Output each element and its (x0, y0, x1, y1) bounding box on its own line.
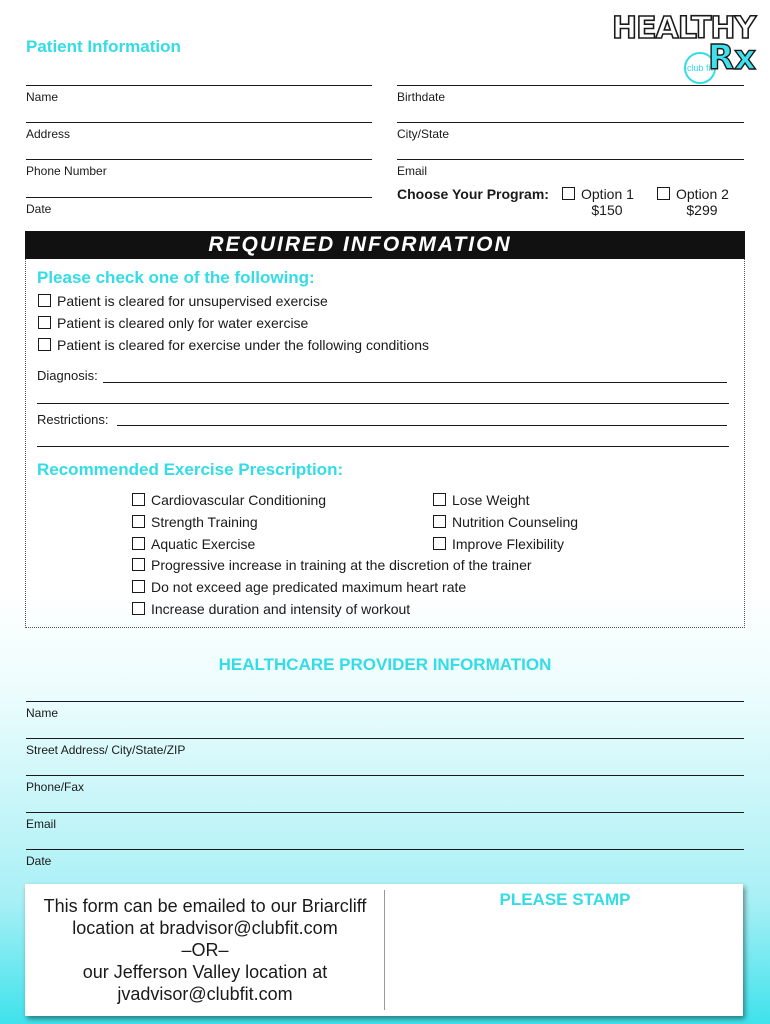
prescription-option[interactable]: Cardiovascular Conditioning (132, 492, 326, 508)
date-field[interactable] (26, 197, 372, 216)
option-label: Option 1 (581, 186, 634, 202)
page-title: Patient Information (26, 37, 181, 56)
club-fit-badge-icon: club fit (684, 52, 716, 84)
checkbox-icon[interactable] (38, 294, 51, 307)
email-field[interactable] (397, 159, 744, 178)
clearance-option[interactable]: Patient is cleared for exercise under the following conditions (38, 337, 429, 353)
restrictions-label: Restrictions: (37, 412, 109, 427)
prescription-option[interactable]: Lose Weight (433, 492, 530, 508)
prescription-option[interactable]: Improve Flexibility (433, 536, 564, 552)
prescription-option[interactable]: Strength Training (132, 514, 258, 530)
field-label: Name (26, 706, 59, 720)
clearance-option[interactable]: Patient is cleared for unsupervised exercise (38, 293, 328, 309)
field-label: Address (26, 127, 71, 141)
field-label: Street Address/ City/State/ZIP (26, 743, 186, 757)
diagnosis-line-2[interactable] (37, 403, 729, 404)
checkbox-icon[interactable] (132, 602, 145, 615)
submission-instructions: This form can be emailed to our Briarcliff location at bradvisor@clubfit.com –OR– our Jefferson Valley location at jvadvisor@clubfit.com (43, 896, 367, 1004)
checkbox-icon[interactable] (433, 537, 446, 550)
checkbox-icon[interactable] (433, 493, 446, 506)
checkbox-icon[interactable] (132, 537, 145, 550)
restrictions-line-2[interactable] (37, 446, 729, 447)
checkbox-icon[interactable] (132, 493, 145, 506)
field-label: Birthdate (397, 90, 446, 104)
field-label: Phone/Fax (26, 780, 85, 794)
program-option-2[interactable] (657, 186, 729, 218)
checkbox-icon[interactable] (433, 515, 446, 528)
prescription-option[interactable]: Increase duration and intensity of workout (132, 601, 410, 617)
diagnosis-line[interactable] (103, 382, 727, 383)
diagnosis-label: Diagnosis: (37, 368, 98, 383)
logo-rx: Rx (708, 38, 757, 78)
clearance-option[interactable]: Patient is cleared only for water exercise (38, 315, 308, 331)
provider-address-field[interactable] (26, 738, 744, 757)
phone-number-field[interactable] (26, 159, 372, 178)
patient-name-field[interactable] (26, 85, 372, 104)
birthdate-field[interactable] (397, 85, 744, 104)
field-label: Email (397, 164, 428, 178)
provider-date-field[interactable] (26, 849, 744, 868)
address-field[interactable] (26, 122, 372, 141)
healthy-rx-logo (612, 11, 757, 84)
box-divider (384, 890, 385, 1010)
checkbox-icon[interactable] (132, 580, 145, 593)
field-label: Name (26, 90, 59, 104)
logo-word: HEALTHY (612, 11, 756, 46)
banner-text: REQUIRED INFORMATION (208, 233, 512, 256)
required-information-banner (25, 231, 745, 259)
prescription-option[interactable]: Progressive increase in training at the discretion of the trainer (132, 557, 532, 573)
prescription-option[interactable]: Nutrition Counseling (433, 514, 578, 530)
choose-program-label: Choose Your Program: (397, 186, 549, 202)
checkbox-icon[interactable] (38, 338, 51, 351)
prescription-option[interactable]: Aquatic Exercise (132, 536, 255, 552)
checkbox-icon[interactable] (132, 558, 145, 571)
field-label: City/State (397, 127, 450, 141)
option-label: Option 2 (676, 186, 729, 202)
field-label: Email (26, 817, 57, 831)
provider-name-field[interactable] (26, 701, 744, 720)
checkbox-icon[interactable] (562, 187, 575, 200)
checkbox-icon[interactable] (132, 515, 145, 528)
checkbox-icon[interactable] (657, 187, 670, 200)
program-option-1[interactable] (562, 186, 634, 218)
option-price: $299 (686, 202, 718, 218)
city-state-field[interactable] (397, 122, 744, 141)
please-stamp-label: PLEASE STAMP (499, 890, 631, 909)
exercise-prescription-heading: Recommended Exercise Prescription: (37, 460, 344, 479)
prescription-option[interactable]: Do not exceed age predicated maximum heart rate (132, 579, 466, 595)
field-label: Date (26, 202, 52, 216)
restrictions-line[interactable] (117, 425, 727, 426)
option-price: $150 (591, 202, 623, 218)
checkbox-icon[interactable] (38, 316, 51, 329)
provider-section-title: HEALTHCARE PROVIDER INFORMATION (218, 655, 552, 674)
provider-phone-fax-field[interactable] (26, 775, 744, 794)
field-label: Phone Number (26, 164, 107, 178)
field-label: Date (26, 854, 52, 868)
provider-email-field[interactable] (26, 812, 744, 831)
check-one-heading: Please check one of the following: (37, 268, 315, 287)
